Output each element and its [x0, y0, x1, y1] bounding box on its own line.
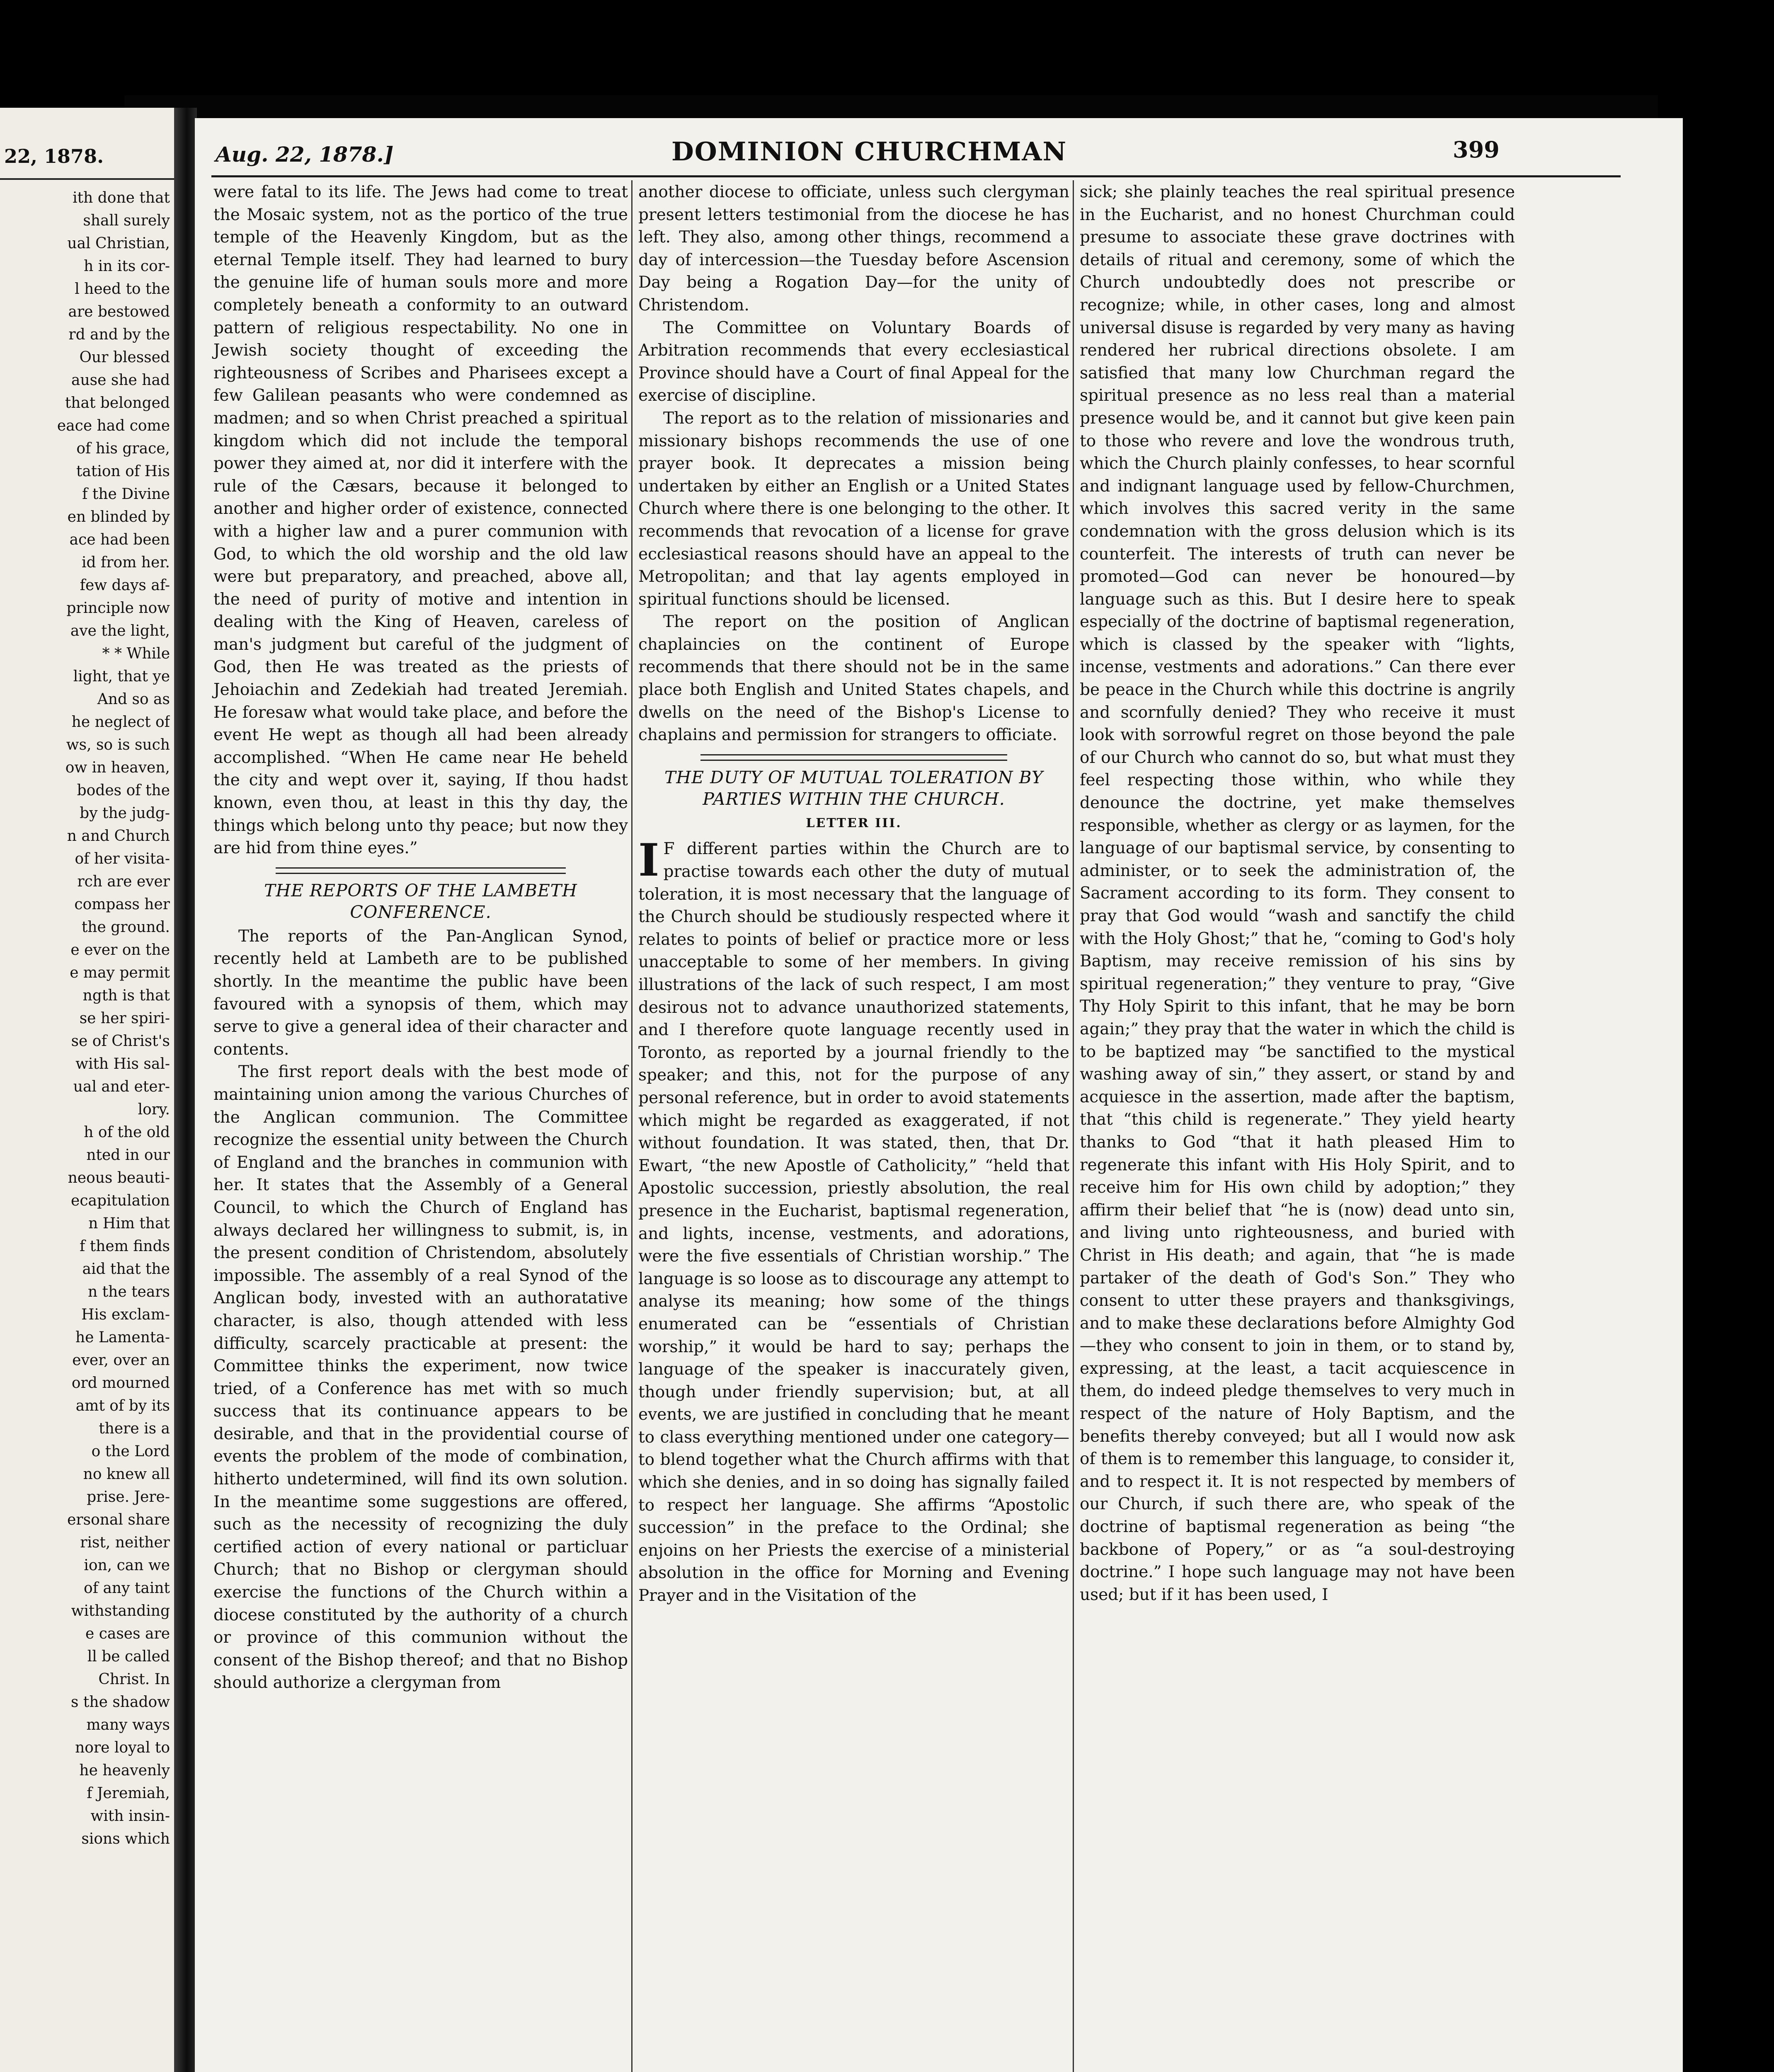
- previous-page-line: he neglect of: [71, 714, 170, 731]
- column-1: [213, 181, 628, 1694]
- previous-page-date: 22, 1878.: [4, 145, 104, 167]
- previous-page-line: f them finds: [79, 1238, 170, 1255]
- previous-page-text: [0, 186, 174, 1850]
- previous-page-line: ow in heaven,: [65, 759, 170, 776]
- previous-page-line: se her spiri-: [79, 1010, 170, 1027]
- previous-page-line: ause she had: [71, 372, 170, 389]
- header-date: Aug. 22, 1878.]: [216, 142, 394, 167]
- previous-page-line: ersonal share: [67, 1511, 170, 1528]
- previous-page-line: there is a: [99, 1420, 170, 1437]
- masthead-title: DOMINION CHURCHMAN: [671, 136, 1067, 167]
- previous-page-line: n and Church: [67, 828, 170, 845]
- page-number: 399: [1453, 136, 1500, 163]
- article-paragraph: The report on the position of Anglican chaplaincies on the continent of Europe recommends that there should not be in the same place both English and United States chapels, and dwells on the need of the Bishop's License to chaplains and permission for strangers to officiate.: [638, 612, 1069, 745]
- previous-page-line: few days af-: [80, 577, 170, 594]
- previous-page-line: shall surely: [83, 212, 170, 229]
- previous-page-line: en blinded by: [67, 508, 170, 525]
- previous-page-line: he heavenly: [79, 1762, 170, 1779]
- previous-page-line: o the Lord: [91, 1443, 170, 1460]
- previous-page-line: eace had come: [57, 417, 170, 434]
- column-divider: [1073, 180, 1074, 2072]
- previous-page-line: * * While: [102, 645, 170, 662]
- letter-continuation: sick; she plainly teaches the real spiritual presence in the Eucharist, and no honest Churchman could presume to associate these grave doctrines with details of ritual and ceremony, some of which the Church undoubtedly does not prescribe or recognize; while, in other cases, long and almost universal disuse is regarded by very many as having rendered her rubrical directions obsolete. I am satisfied that many low Churchman regard the spiritual presence as no less real than a material presence would be, and it cannot but give keen pain to those who revere and love the wondrous truth, which the Church plainly confesses, to hear scornful and indignant language used by fellow-Churchmen, which involves this sacred verity in the same condemnation with the gross delusion which is its counterfeit. The interests of truth can never be promoted—God can never be honoured—by language such as this. But I desire here to speak especially of the doctrine of baptismal regeneration, which is classed by the speaker with “lights, incense, vestments and adorations.” Can there ever be peace in the Church while this doctrine is angrily and scornfully denied? They who receive it must look with sorrowful regret on those beyond the pale of our Church who cannot do so, but what must they feel respecting those within, who while they denounce the doctrine, yet make themselves responsible, whether as clergy or as laymen, for the language of our baptismal service, by consenting to administer, or to seek the administration of, the Sacrament according to its form. They consent to pray that God would “wash and sanctify the child with the Holy Ghost;” that he, “coming to God's holy Baptism, may receive remission of his sins by spiritual regeneration;” they venture to pray, “Give Thy Holy Spirit to this infant, that he may be born again;” they pray that the water in which the child is to be baptized may “be sanctified to the mystical washing away of sin,” they assert, or stand by and acquiesce in the assertion, made after the baptism, that “this child is regenerate.” They yield hearty thanks to God “that it hath pleased Him to regenerate this infant with His Holy Spirit, and to receive him for His own child by adoption;” they affirm their belief that “he is (now) dead unto sin, and living unto righteousness, and buried with Christ in His death; and again, that “he is made partaker of the death of God's Son.” They who consent to utter these prayers and thanksgivings, and to make these declarations before Almighty God—they who consent to join in them, or to stand by, expressing, at the least, a tacit acquiescence in them, do indeed pledge themselves to very much in respect of the nature of Holy Baptism, and the benefits thereby conveyed; but all I would now ask of them is to remember this language, to consider it, and to respect it. It is not respected by members of our Church, if such there are, who speak of the doctrine of baptismal regeneration as being “the backbone of Popery,” or as “a soul-destroying doctrine.” I hope such language may not have been used; but if it has been used, I: [1080, 183, 1515, 1604]
- previous-page-line: ave the light,: [70, 622, 170, 639]
- previous-page-line: ion, can we: [84, 1557, 170, 1574]
- previous-page-line: of any taint: [84, 1580, 170, 1597]
- page-header: [195, 126, 1683, 172]
- previous-page-line: ith done that: [73, 189, 170, 206]
- previous-page-line: ord mourned: [71, 1375, 170, 1392]
- column-divider: [631, 180, 633, 2072]
- previous-page-line: no knew all: [83, 1466, 170, 1483]
- previous-page-line: ace had been: [69, 531, 170, 548]
- previous-page-line: Christ. In: [98, 1671, 170, 1688]
- previous-page-line: sions which: [81, 1830, 170, 1847]
- letter-number: LETTER III.: [806, 816, 902, 830]
- previous-page-line: by the judg-: [80, 805, 170, 822]
- previous-page-line: rch are ever: [77, 873, 170, 890]
- previous-page-line: amt of by its: [75, 1397, 170, 1414]
- article-paragraph: The reports of the Pan-Anglican Synod, recently held at Lambeth are to be published shortly. In the meantime the public have been favoured with a synopsis of them, which may serve to give a general idea of their character and contents.: [213, 927, 628, 1059]
- previous-page-line: f the Divine: [82, 486, 170, 503]
- previous-page-line: ever, over an: [72, 1352, 170, 1369]
- previous-page-line: tation of His: [76, 463, 170, 480]
- article-paragraph: The Committee on Voluntary Boards of Arbitration recommends that every ecclesiastical Province should have a Court of final Appeal for the exercise of discipline.: [638, 318, 1069, 405]
- section-divider: [276, 867, 566, 874]
- letter-text: [638, 834, 1069, 1607]
- previous-page-line: principle now: [66, 600, 170, 617]
- column-2: [638, 181, 1069, 1607]
- previous-page-line: with insin-: [90, 1808, 170, 1825]
- previous-page-line: rist, neither: [80, 1534, 170, 1551]
- previous-page-line: neous beauti-: [68, 1169, 170, 1186]
- previous-page-line: withstanding: [71, 1602, 170, 1619]
- previous-page-line: he Lamenta-: [75, 1329, 170, 1346]
- previous-page-line: ngth is that: [82, 987, 170, 1004]
- column-3: [1080, 181, 1515, 1606]
- previous-page-line: ecapitulation: [71, 1192, 170, 1209]
- previous-page-line: s the shadow: [71, 1694, 170, 1711]
- previous-page-line: ual and eter-: [73, 1078, 170, 1095]
- previous-page-line: of her visita-: [75, 850, 170, 867]
- article-paragraph: The report as to the relation of missionaries and missionary bishops recommends the use of one prayer book. It deprecates a mission being undertaken by either an English or a United States Church where there is one belonging to the other. It recommends that revocation of a license for grave ecclesiastical reasons should have an appeal to the Metropolitan; and that lay agents employed in spiritual functions should be licensed.: [638, 409, 1069, 609]
- article-paragraph: The first report deals with the best mode of maintaining union among the various Churches of the Anglican communion. The Committee recognize the essential unity between the Church of England and the branches in communion with her. It states that the Assembly of a General Council, to which the Church of England has always declared her willingness to submit, is, in the present condition of Christendom, absolutely impossible. The assembly of a real Synod of the Anglican body, invested with an authoratative character, is also, though attended with less difficulty, scarcely practicable at present: the Committee thinks the experiment, now twice tried, of a Conference has met with so much success that its continuance appears to be desirable, and that in the providential course of events the problem of the mode of combination, hitherto undetermined, will find its own solution. In the meantime some suggestions are offered, such as the necessity of recognizing the duly certified action of every national or particluar Church; that no Bishop or clergyman should exercise the functions of the Church within a diocese constituted by the authority of a church or province of this communion without the consent of the Bishop thereof; and that no Bishop should authorize a clergyman from: [213, 1063, 628, 1692]
- previous-page-line: l heed to the: [75, 281, 170, 298]
- section-heading: THE REPORTS OF THE LAMBETH CONFERENCE.: [264, 880, 577, 922]
- drop-cap: I: [638, 834, 659, 887]
- previous-page-line: of his grace,: [76, 440, 170, 457]
- previous-page-line: se of Christ's: [71, 1033, 170, 1050]
- previous-page: [0, 108, 174, 2072]
- previous-page-line: h of the old: [84, 1124, 170, 1141]
- previous-page-line: rd and by the: [68, 326, 170, 343]
- previous-page-line: e may permit: [70, 964, 170, 981]
- previous-page-line: e ever on the: [70, 942, 170, 959]
- newspaper-page: [195, 118, 1683, 2072]
- previous-page-line: f Jeremiah,: [87, 1785, 170, 1802]
- previous-page-line: id from her.: [82, 554, 170, 571]
- previous-page-line: are bestowed: [68, 303, 170, 320]
- previous-page-line: with His sal-: [75, 1055, 170, 1072]
- previous-page-line: ual Christian,: [67, 235, 170, 252]
- previous-page-line: n Him that: [88, 1215, 170, 1232]
- previous-page-line: n the tears: [88, 1283, 170, 1300]
- film-border-top: [0, 0, 1774, 95]
- previous-page-line: that belonged: [65, 395, 170, 411]
- header-rule: [211, 175, 1621, 177]
- previous-page-line: Our blessed: [79, 349, 170, 366]
- previous-page-line: many ways: [86, 1716, 170, 1733]
- previous-page-line: And so as: [97, 691, 170, 708]
- previous-page-line: lory.: [138, 1101, 170, 1118]
- section-heading: THE DUTY OF MUTUAL TOLERATION BY PARTIES WITHIN THE CHURCH.: [664, 767, 1043, 809]
- section-divider: [700, 754, 1007, 761]
- previous-page-line: bodes of the: [77, 782, 170, 799]
- previous-page-line: prise. Jere-: [87, 1489, 170, 1506]
- previous-page-line: h in its cor-: [84, 258, 170, 275]
- previous-page-line: nted in our: [86, 1147, 170, 1164]
- article-paragraph: another diocese to officiate, unless such clergyman present letters testimonial from the diocese he has left. They also, among other things, recommend a day of intercession—the Tuesday before Ascension Day being a Rogation Day—for the unity of Christendom.: [638, 183, 1069, 315]
- previous-page-line: light, that ye: [73, 668, 170, 685]
- article-text: were fatal to its life. The Jews had come to treat the Mosaic system, not as the portico of the true temple of the Heavenly Kingdom, but as the eternal Temple itself. They had learned to bury the genuine life of human souls more and more completely beneath a conformity to an outward pattern of religious respectability. No one in Jewish society thought of exceeding the righteousness of Scribes and Pharisees except a few Galilean peasants who were condemned as madmen; and so when Christ preached a spiritual kingdom which did not include the temporal power they aimed at, nor did it interfere with the rule of the Cæsars, because it belonged to another and higher order of existence, connected with a higher law and a purer communion with God, to which the old worship and the old law were but preparatory, and preached, above all, the need of purity of motive and intention in dealing with the King of Heaven, careless of man's judgment but careful of the judgment of God, then He was treated as the priests of Jehoiachin and Zedekiah had treated Jeremiah. He foresaw what would take place, and before the event He wept as though all had been already accomplished. “When He came near He beheld the city and wept over it, saying, If thou hadst known, even thou, at least in this thy day, the things which belong unto thy peace; but now they are hid from thine eyes.”: [213, 183, 628, 858]
- previous-page-line: His exclam-: [81, 1306, 170, 1323]
- previous-page-line: ll be called: [87, 1648, 170, 1665]
- letter-body: F different parties within the Church are to practise towards each other the duty of mutual toleration, it is most necessary that the language of the Church should be studiously respected where it relates to points of belief or practice more or less unacceptable to some of her members. In giving illustrations of the lack of such respect, I am most desirous not to advance unauthorized statements, and I therefore quote language recently used in Toronto, as reported by a journal friendly to the speaker; and this, not for the purpose of any personal reference, but in order to avoid statements which might be regarded as exaggerated, if not without foundation. It was stated, then, that Dr. Ewart, “the new Apostle of Catholicity,” “held that Apostolic succession, priestly absolution, the real presence in the Eucharist, baptismal regeneration, and lights, incense, vestments, and adorations, were the five essentials of Christian worship.” The language is so loose as to discourage any attempt to analyse its meaning; how some of the things enumerated can be “essentials of Christian worship,” it would be hard to say; perhaps the language of the speaker is inaccurately given, though under friendly supervision; but, at all events, we are justified in concluding that he meant to class everything mentioned under one category—to blend together what the Church affirms with that which she denies, and in so doing has signally failed to respect her language. She affirms “Apostolic succession” in the preface to the Ordinal; she enjoins on her Priests the exercise of a ministerial absolution in the office for Morning and Evening Prayer and in the Visitation of the: [638, 840, 1069, 1605]
- previous-page-line: compass her: [74, 896, 170, 913]
- previous-page-line: nore loyal to: [75, 1739, 170, 1756]
- page-gutter: [174, 108, 197, 2072]
- previous-page-rule: [0, 178, 174, 180]
- previous-page-line: ws, so is such: [66, 736, 170, 753]
- previous-page-line: e cases are: [85, 1625, 170, 1642]
- previous-page-line: aid that the: [82, 1261, 170, 1278]
- previous-page-line: the ground.: [81, 919, 170, 936]
